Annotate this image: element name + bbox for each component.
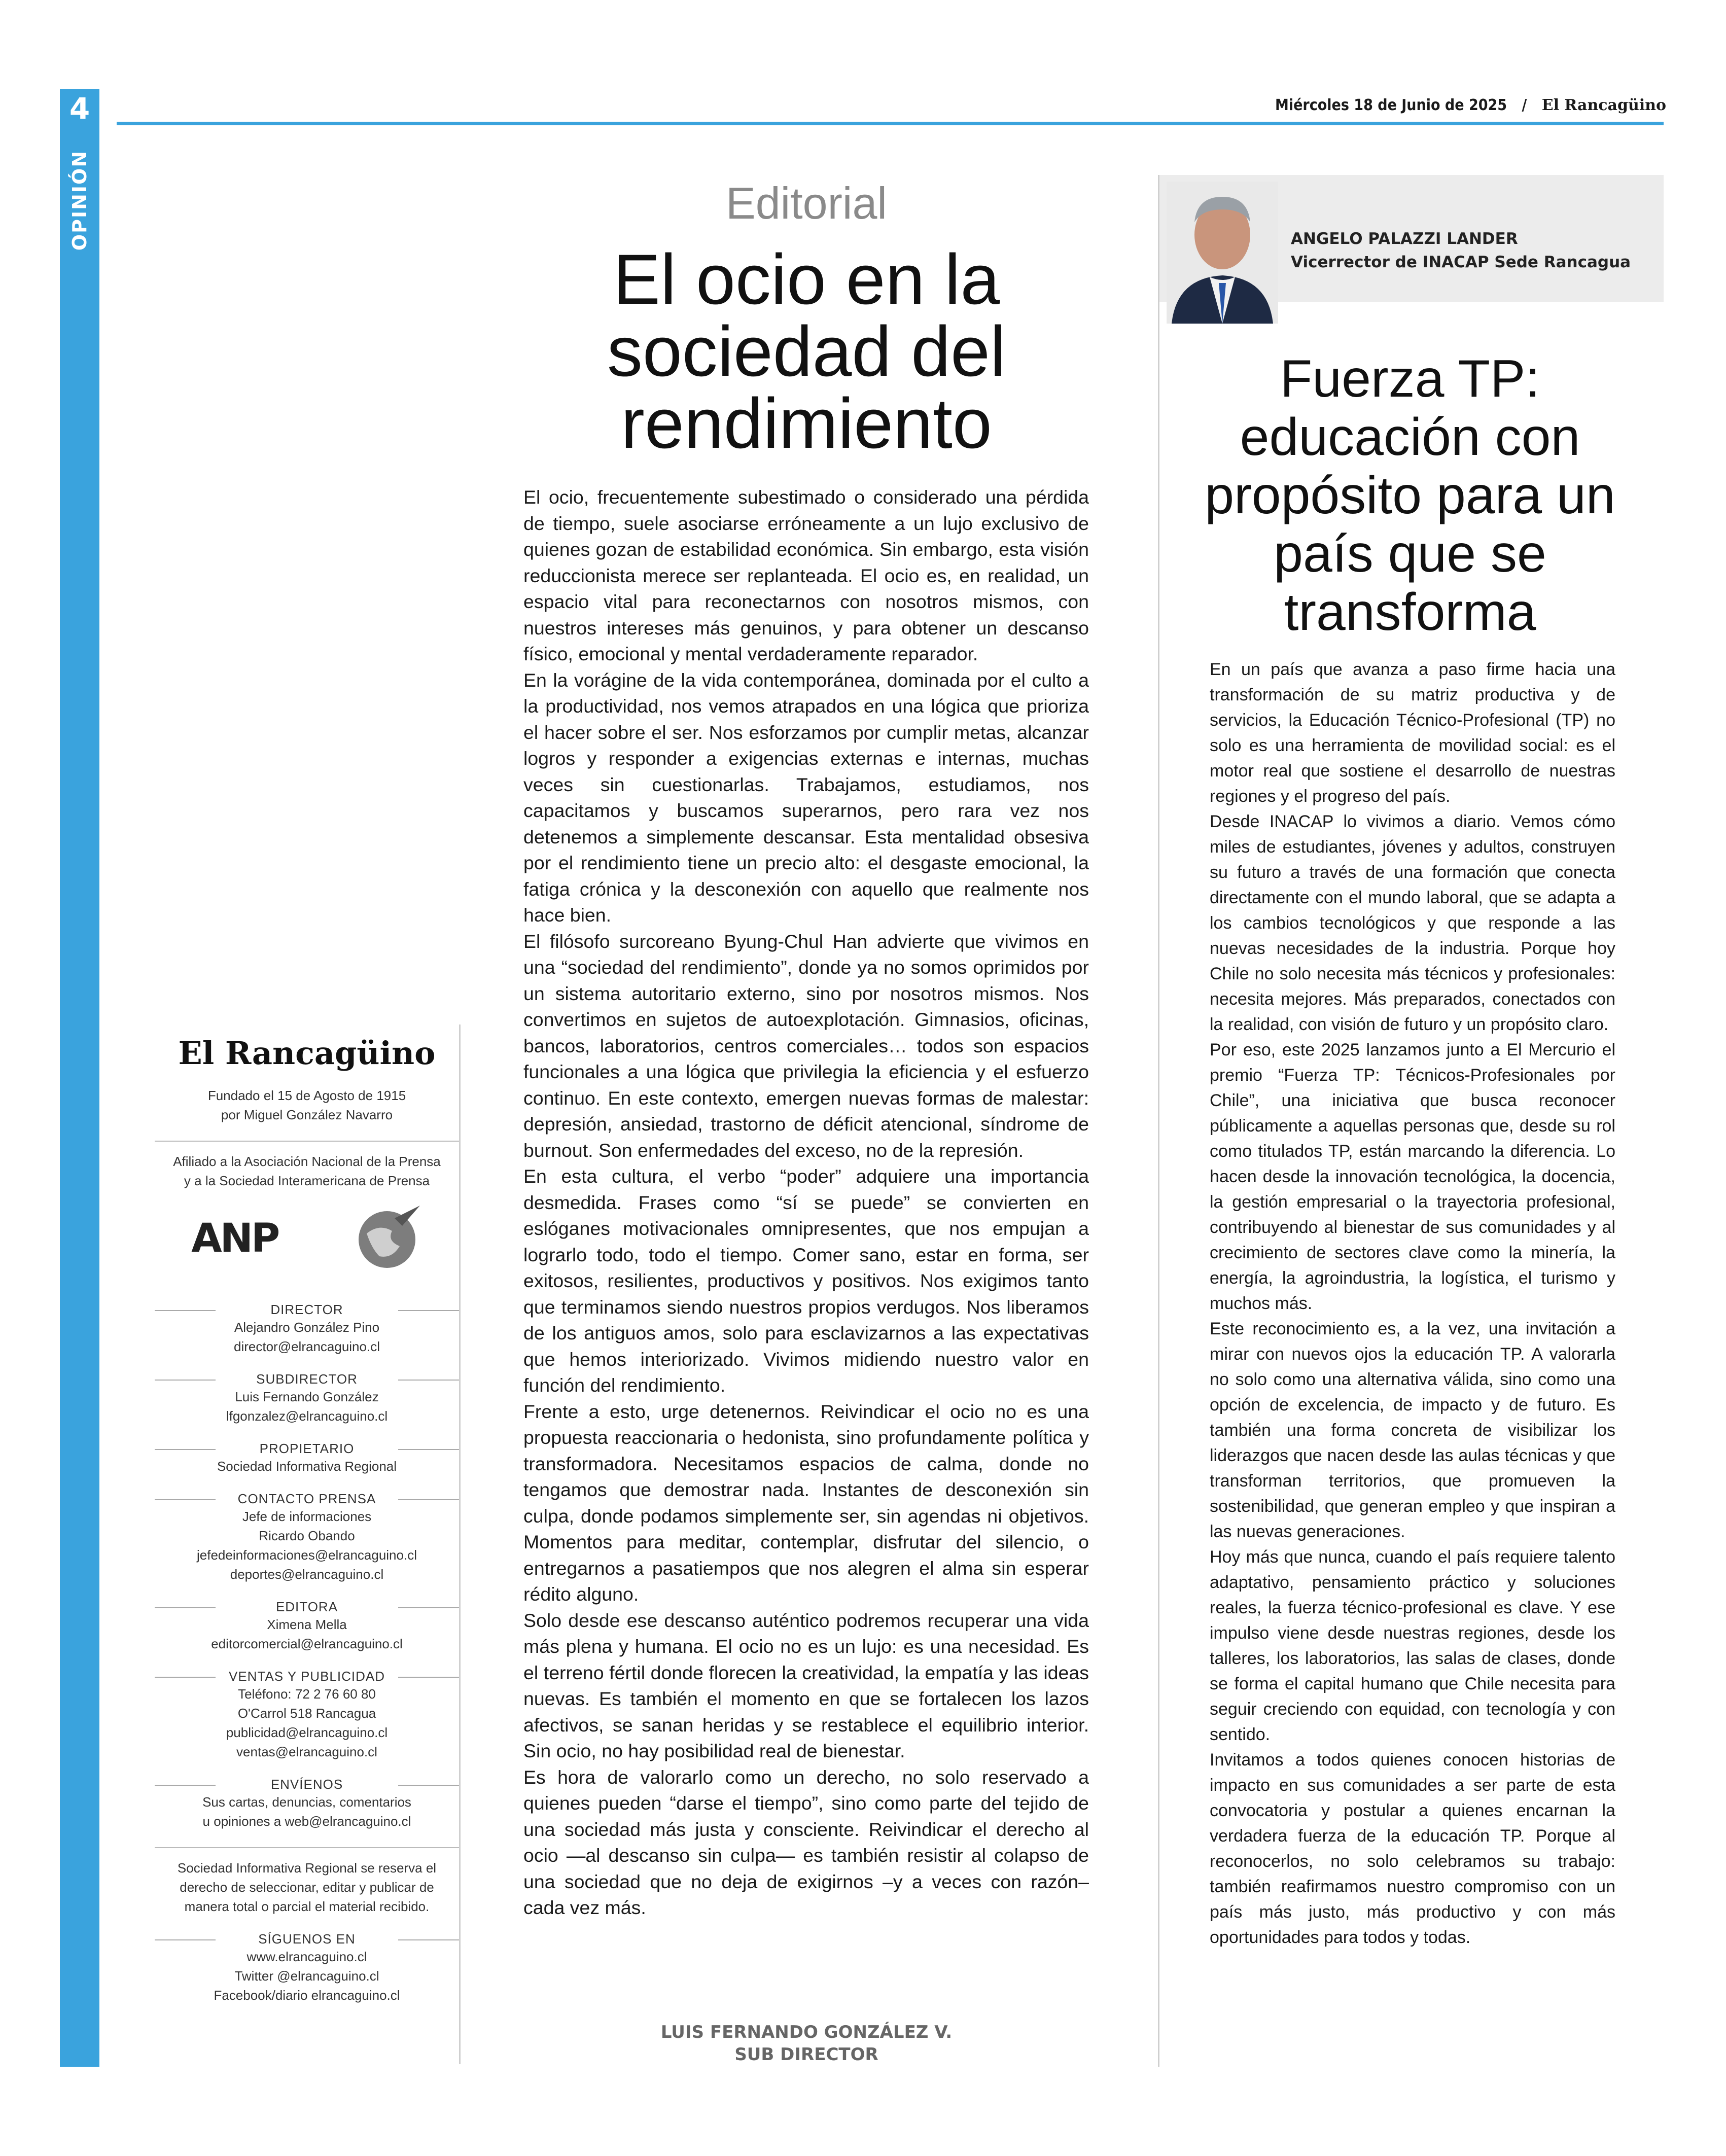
section-heading: ENVÍENOS (155, 1777, 459, 1792)
section-line: director@elrancaguino.cl (234, 1339, 380, 1354)
author-role: Vicerrector de INACAP Sede Rancagua (1291, 253, 1631, 271)
editorial-paragraph: El ocio, frecuentemente subestimado o considerado una pérdida de tiempo, suele asociarse erróneamente a un lujo exclusivo de quienes gozan de estabilidad económica. Sin embargo, esta visión reduccionista merece ser replanteada. El ocio es, en realidad, un espacio vital para reconectarnos con nosotros mismos, con nuestros intereses más genuinos, y para obtener un descanso físico, emocional y mental verdaderamente reparador. (523, 486, 1089, 664)
page-number: 4 (69, 91, 90, 126)
section-line: lfgonzalez@elrancaguino.cl (226, 1408, 388, 1424)
section-line: Ricardo Obando (259, 1528, 355, 1543)
page-header (1275, 96, 1666, 114)
section-heading: PROPIETARIO (155, 1441, 459, 1457)
editorial-signature (522, 2021, 1090, 2066)
section-line: Ximena Mella (267, 1617, 347, 1632)
signature-role: SUB DIRECTOR (734, 2044, 878, 2065)
editorial-paragraph: Frente a esto, urge detenernos. Reivindicar el ocio no es una propuesta reaccionaria o hedonista, sino profundamente política y transformadora. Necesitamos espacios de calma, donde no tengamos que demostrar nada. Instantes de desconexión sin culpa, donde podamos simplemente ser, sin agendas ni objetivos. Momentos para meditar, contemplar, disfrutar del silencio, o entregarnos a pasatiempos que nos alegren el alma sin esperar rédito alguno. (523, 1400, 1089, 1605)
column-title: Fuerza TP: educación con propósito para un país que se transforma (1205, 349, 1615, 642)
editorial-paragraph: En la vorágine de la vida contemporánea, dominada por el culto a la productividad, nos vemos atrapados en una lógica que prioriza el hacer sobre el ser. Nos esforzamos por cumplir metas, alcanzar logros y responder a exigencias externas e internas, muchas veces sin cuestionarlas. Trabajamos, estudiamos, nos capacitamos y buscamos superarnos, pero rara vez nos detenemos a simplemente descansar. Esta mentalidad obsesiva por el rendimiento tiene un precio alto: el desgaste emocional, la fatiga crónica y la desconexión con aquello que realmente nos hace bien. (523, 669, 1089, 926)
disclaimer-3: manera total o parcial el material recibido. (184, 1899, 430, 1914)
sip-globe-logo (351, 1203, 422, 1274)
editorial-paragraph: Es hora de valorarlo como un derecho, no solo reservado a quienes pueden “darse el tiempo”, sino como parte del tejido de una sociedad más justa y consciente. Reivindicar el derecho al ocio —al descanso sin culpa— es también resistir al colapso de una sociedad que no deja de exigirnos –y a veces con razón– cada vez más. (523, 1766, 1089, 1918)
column-paragraph: Desde INACAP lo vivimos a diario. Vemos cómo miles de estudiantes, jóvenes y adultos, construyen su futuro a través de una formación que conecta directamente con el mundo laboral, que se adapta a los cambios tecnológicos y que responde a las nuevas necesidades de la industria. Porque hoy Chile no solo necesita más técnicos y profesionales: necesita mejores. Más preparados, conectados con la realidad, con visión de futuro y un propósito claro. (1210, 812, 1615, 1034)
section-line: editorcomercial@elrancaguino.cl (211, 1636, 403, 1651)
section-line: u opiniones a web@elrancaguino.cl (202, 1814, 411, 1829)
section-line: Sociedad Informativa Regional (217, 1459, 397, 1474)
section-heading: EDITORA (155, 1599, 459, 1615)
column-paragraph: Por eso, este 2025 lanzamos junto a El Mercurio el premio “Fuerza TP: Técnicos-Profesionales por Chile”, una iniciativa que busca reconocer públicamente a aquellas personas que, desde su rol como titulados TP, están marcando la diferencia. Lo hacen desde la innovación tecnológica, la docencia, la gestión empresarial o la trayectoria profesional, contribuyendo al bienestar de sus comunidades y al crecimiento de sectores clave como la minería, la energía, la agroindustria, la logística, el turismo y muchos más. (1210, 1040, 1615, 1313)
masthead-founded-2: por Miguel González Navarro (221, 1107, 393, 1122)
masthead-founded-1: Fundado el 15 de Agosto de 1915 (207, 1088, 406, 1103)
column-paragraph: Este reconocimiento es, a la vez, una invitación a mirar con nuevos ojos la educación TP. A valorarla no solo como una alternativa válida, sino como una opción de excelencia, de impacto y de futuro. Es también una forma concreta de visibilizar los liderazgos que nacen desde las aulas técnicas y que transforman territorios, que promueven la sostenibilidad, que generan empleo y que inspiran a las nuevas generaciones. (1210, 1319, 1615, 1541)
section-heading: VENTAS Y PUBLICIDAD (155, 1669, 459, 1684)
section-band (60, 89, 99, 2067)
masthead-section-editora (155, 1599, 459, 1653)
anp-logo: ANP (191, 1216, 278, 1261)
column-body (1210, 657, 1615, 1950)
social-facebook: Facebook/diario elrancaguino.cl (214, 1988, 400, 2003)
column-paragraph: Invitamos a todos quienes conocen historias de impacto en sus comunidades a ser parte de esta convocatoria y postular a quienes encarnan la verdadera fuerza de la educación TP. Porque al reconocerlos, no solo celebramos su trabajo: también reafirmamos nuestro compromiso con un país más justo, más productivo y con más oportunidades para todos y todas. (1210, 1750, 1615, 1947)
masthead-section-propietario (155, 1441, 459, 1476)
masthead-section-subdirector (155, 1371, 459, 1426)
editorial-body (523, 484, 1089, 1921)
editorial-kicker: Editorial (726, 178, 887, 228)
masthead-section-envienos (155, 1777, 459, 1831)
affiliation-logos (155, 1190, 459, 1287)
header-rule (117, 122, 1664, 125)
social-web: www.elrancaguino.cl (246, 1949, 367, 1964)
section-line: Alejandro González Pino (234, 1320, 380, 1335)
section-line: Luis Fernando González (235, 1389, 379, 1404)
author-name: ANGELO PALAZZI LANDER (1291, 230, 1518, 248)
author-byline (1291, 227, 1631, 274)
author-photo (1167, 182, 1278, 324)
section-label-text: OPINIÓN (68, 150, 91, 251)
section-line: ventas@elrancaguino.cl (236, 1744, 377, 1759)
section-line: publicidad@elrancaguino.cl (226, 1725, 388, 1740)
section-heading: DIRECTOR (155, 1302, 459, 1318)
masthead-section-contacto (155, 1491, 459, 1584)
section-line: Teléfono: 72 2 76 60 80 (238, 1686, 376, 1702)
social-twitter: Twitter @elrancaguino.cl (234, 1968, 379, 1984)
section-heading: CONTACTO PRENSA (155, 1491, 459, 1507)
disclaimer-1: Sociedad Informativa Regional se reserva el (177, 1860, 437, 1876)
section-line: O'Carrol 518 Rancagua (237, 1706, 376, 1721)
column-divider (1158, 175, 1159, 2067)
section-line: jefedeinformaciones@elrancaguino.cl (197, 1547, 417, 1563)
column-paragraph: Hoy más que nunca, cuando el país requiere talento adaptativo, pensamiento práctico y soluciones reales, la fuerza técnico-profesional es clave. Y ese impulso viene desde nuestras regiones, desde los talleres, los laboratorios, las salas de clases, donde se forma el capital humano que Chile necesita para seguir creciendo con equidad, con tecnología y con sentido. (1210, 1547, 1615, 1744)
editorial-paragraph: En esta cultura, el verbo “poder” adquiere una importancia desmedida. Frases como “sí se puede” se convierten en eslóganes motivacionales omnipresentes, que nos empujan a lograrlo todo, todo el tiempo. Comer sano, estar en forma, ser exitosos, resilientes, productivos y positivos. Nos exigimos tanto que terminamos siendo nuestros propios verdugos. Nos liberamos de los antiguos amos, solo para esclavizarnos a las expectativas que hemos interiorizado. Vivimos midiendo nuestro valor en función del rendimiento. (523, 1165, 1089, 1396)
disclaimer-2: derecho de seleccionar, editar y publicar de (180, 1880, 434, 1895)
masthead-divider (459, 1024, 461, 2064)
masthead (155, 1024, 459, 2005)
section-heading: SUBDIRECTOR (155, 1371, 459, 1387)
column-paragraph: En un país que avanza a paso firme hacia una transformación de su matriz productiva y de servicios, la Educación Técnico-Profesional (TP) no solo es una herramienta de movilidad social: es el motor real que sostiene el desarrollo de nuestras regiones y el progreso del país. (1210, 660, 1615, 806)
header-date: Miércoles 18 de Junio de 2025 (1275, 96, 1507, 114)
editorial-title: El ocio en la sociedad del rendimiento (607, 239, 1006, 463)
masthead-affiliation-1: Afiliado a la Asociación Nacional de la Prensa (173, 1154, 441, 1169)
masthead-section-director (155, 1302, 459, 1356)
section-line: Sus cartas, denuncias, comentarios (202, 1794, 411, 1810)
editorial-paragraph: El filósofo surcoreano Byung-Chul Han advierte que vivimos en una “sociedad del rendimiento”, donde ya no somos oprimidos por un sistema autoritario externo, sino por nosotros mismos. Nos convertimos en sujetos de autoexplotación. Gimnasios, oficinas, bancos, laboratorios, centros comerciales… todos son espacios funcionales a una lógica que privilegia la eficiencia y el esfuerzo continuo. En este contexto, emergen nuevas formas de malestar: depresión, ansiedad, trastorno de déficit atencional, síndrome de burnout. Son enfermedades del exceso, no de la represión. (523, 930, 1089, 1161)
section-label (60, 152, 99, 249)
masthead-section-ventas (155, 1669, 459, 1761)
signature-name: LUIS FERNANDO GONZÁLEZ V. (660, 2022, 953, 2042)
editorial-paragraph: Solo desde ese descanso auténtico podremos recuperar una vida más plena y humana. El ocio no es un lujo: es una necesidad. Es el terreno fértil donde florecen la creatividad, la empatía y las ideas nuevas. Es también el momento en que se fortalecen los lazos afectivos, se sanan heridas y se restablece el equilibrio interior. Sin ocio, no hay posibilidad real de bienestar. (523, 1609, 1089, 1761)
header-separator: / (1522, 96, 1527, 114)
header-paper-name: El Rancagüino (1541, 96, 1666, 114)
divider (155, 1141, 459, 1142)
social-heading: SÍGUENOS EN (155, 1931, 459, 1947)
masthead-affiliation-2: y a la Sociedad Interamericana de Prensa (184, 1173, 430, 1188)
divider (155, 1847, 459, 1848)
section-line: deportes@elrancaguino.cl (230, 1567, 384, 1582)
masthead-name: El Rancagüino (178, 1035, 436, 1072)
section-line: Jefe de informaciones (242, 1509, 372, 1524)
